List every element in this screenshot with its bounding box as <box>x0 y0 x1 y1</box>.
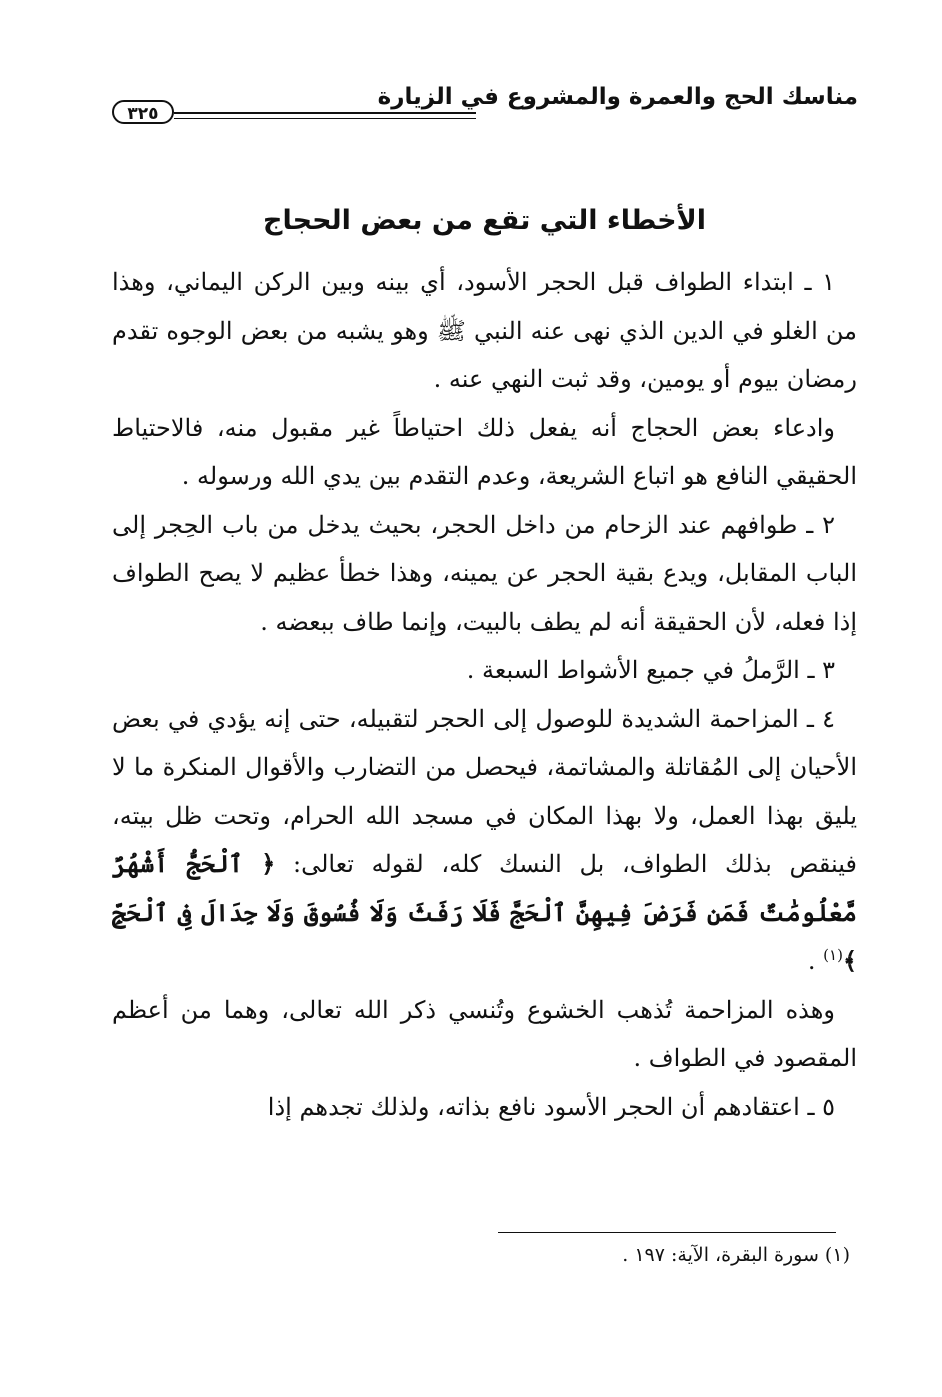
running-title: مناسك الحج والعمرة والمشروع في الزيارة <box>377 84 858 110</box>
paragraph-2: وادعاء بعض الحجاج أنه يفعل ذلك احتياطاً غير مقبول منه، فالاحتياط الحقيقي النافع هو اتباع الشريعة، وعدم التقدم بين يدي الله ورسوله . <box>112 413 857 490</box>
paragraph-7: ٥ ـ اعتقادهم أن الحجر الأسود نافع بذاته، ولذلك تجدهم إذا <box>267 1092 835 1121</box>
main-text <box>112 198 857 1131</box>
verse-end: . <box>807 947 824 975</box>
paragraph-4: ٣ ـ الرَّملُ في جميع الأشواط السبعة . <box>466 656 835 684</box>
header-rule <box>174 112 476 114</box>
footnote-rule <box>498 1232 836 1233</box>
paragraph-3: ٢ ـ طوافهم عند الزحام من داخل الحجر، بحيث يدخل من باب الحِجر إلى الباب المقابل، ويدع بقية الحجر عن يمينه، وهذا خطأ عظيم لا يصح الطواف إذا فعله، لأن الحقيقة أنه لم يطف بالبيت، وإنما طاف ببعضه . <box>112 510 857 636</box>
footnote: (١) سورة البقرة، الآية: ١٩٧ . <box>622 1244 850 1266</box>
footnote-marker: (١) <box>823 946 843 964</box>
paragraph-1: ١ ـ ابتداء الطواف قبل الحجر الأسود، أي بينه وبين الركن اليماني، وهذا من الغلو في الدين الذي نهى عنه النبي ﷺ وهو يشبه من بعض الوجوه تقدم رمضان بيوم أو يومين، وقد ثبت النهي عنه . <box>112 268 857 393</box>
page-number: ٣٢٥ <box>112 100 174 124</box>
section-heading: الأخطاء التي تقع من بعض الحجاج <box>263 205 706 236</box>
quran-verse: ﴿ ٱلْحَجُّ أَشْهُرٌ مَّعْلُومَٰتٌ فَمَن فَرَضَ فِيهِنَّ ٱلْحَجَّ فَلَا رَفَثَ وَلَا فُسُوقَ وَلَا جِدَالَ فِى ٱلْحَجِّ ﴾ <box>112 849 857 975</box>
paragraph-6: وهذه المزاحمة تُذهب الخشوع وتُنسي ذكر الله تعالى، وهما من أعظم المقصود في الطواف . <box>112 995 857 1072</box>
header-rule-thin <box>174 118 476 119</box>
page-header <box>112 78 858 128</box>
paragraph-5 <box>112 695 857 986</box>
paragraph-5-text: ٤ ـ المزاحمة الشديدة للوصول إلى الحجر لتقبيله، حتى إنه يؤدي في بعض الأحيان إلى المُقاتلة والمشاتمة، فيحصل من التضارب والأقوال المنكرة ما لا يليق بهذا العمل، ولا بهذا المكان في مسجد الله الحرام، وتحت ظل بيته، فينقص بذلك الطواف، بل النسك كله، لقوله تعالى: <box>112 704 858 878</box>
